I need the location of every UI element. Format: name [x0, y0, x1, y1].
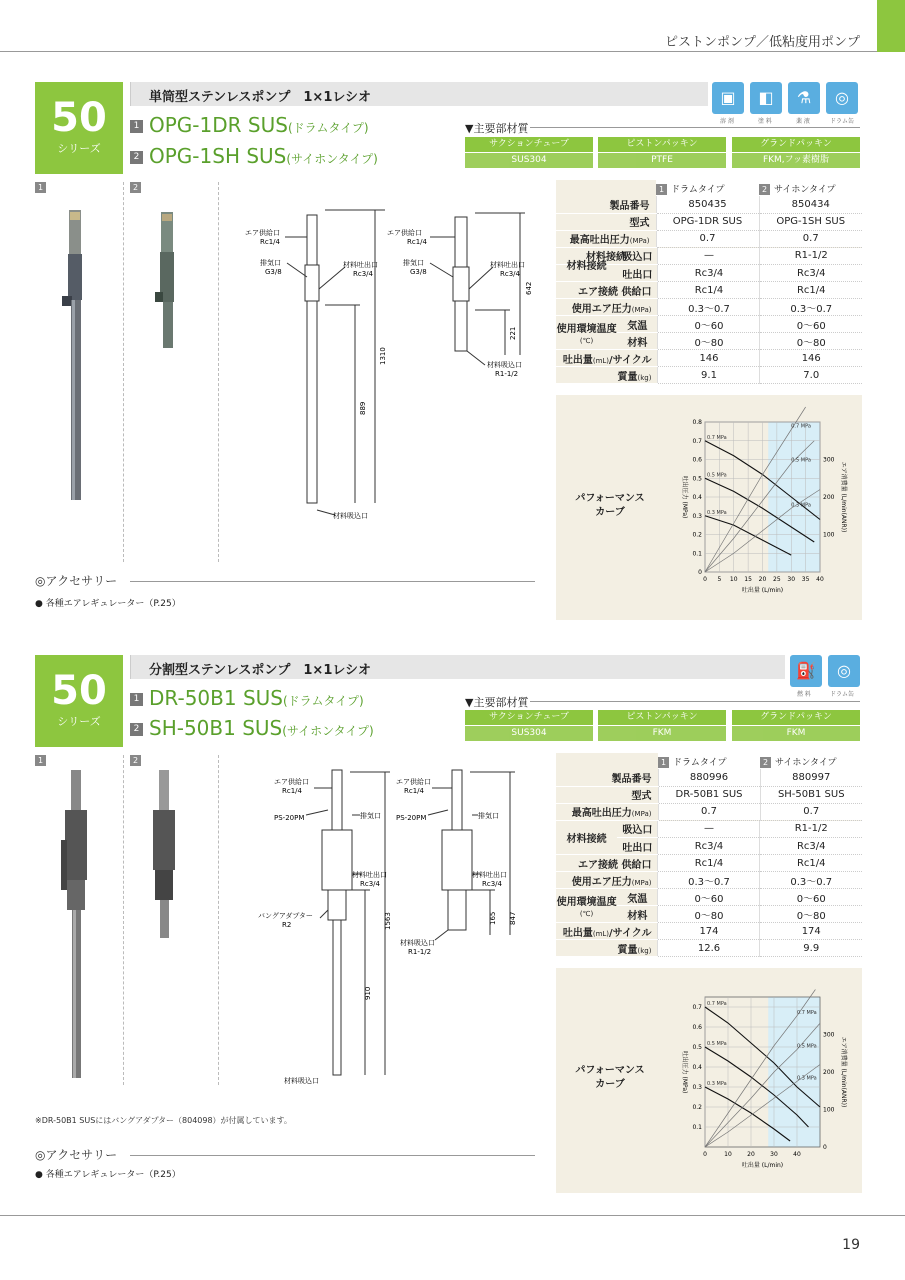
- model-1-drum: 1 OPG-1DR SUS(ドラムタイプ): [130, 113, 369, 137]
- diagram-label: 材料吸込口: [400, 939, 435, 947]
- paint-icon: ◧: [750, 82, 782, 114]
- spec-key: 使用環境温度: [556, 323, 617, 335]
- chart-series-label: 0.3 MPa: [707, 509, 727, 516]
- chart-y-tick: 0.4: [692, 494, 702, 501]
- pump-photo-siphon-2: [145, 770, 185, 940]
- diagram-label: 排気口: [360, 812, 381, 820]
- spec-unit: (MPa): [631, 305, 652, 314]
- spec-value: Rc3/4: [760, 265, 862, 282]
- spec-key: 最高吐出圧力: [569, 235, 630, 246]
- model-2-drum: 1 DR-50B1 SUS(ドラムタイプ): [130, 686, 364, 710]
- spec-key: 型式: [556, 213, 656, 230]
- dimension-diagram-1: [235, 205, 555, 525]
- chart-x-tick: 15: [744, 576, 752, 583]
- spec-key: /サイクル: [609, 927, 652, 939]
- spec-unit: (MPa): [629, 237, 650, 245]
- chart-y-tick: 0.3: [692, 1084, 702, 1091]
- spec-value: 9.1: [658, 367, 760, 384]
- spec-value: 0.7: [656, 230, 759, 247]
- diagram-label: G3/8: [265, 268, 282, 276]
- materials-divider: [530, 701, 860, 702]
- icon-label: ドラム缶: [830, 691, 854, 698]
- accessory-divider: [130, 581, 535, 582]
- spec-value: 0～60: [658, 316, 760, 333]
- diagram-label: R2: [282, 921, 292, 929]
- chart-x-tick: 5: [717, 576, 722, 583]
- series-badge-2: 50 シリーズ: [35, 655, 123, 747]
- spec-table-1: 1 ドラムタイプ 2 サイホンタイプ 製品番号 850435 850434 型式 OPG-1DR SUS OPG-1SH SUS 最高吐出圧力(MPa) 0.7 0.7 材料接続 材料接続 吸込口 — R1-1/2 吐出口 Rc3/4 Rc3/4 エア接続 供給口 Rc1/4 Rc1/4 使用エア圧力(MPa) 0.3～0.7 0.3～0.7 使用環境温度(℃) 気温 0～60 0～60 材料 0～80 0～80 吐出量(mL)/サイクル 146 146 質量(kg) 9.1 7.0: [556, 180, 862, 384]
- chart-x-tick: 10: [724, 1151, 732, 1158]
- spec-value: 0～60: [658, 889, 760, 906]
- chart-x-tick: 25: [773, 576, 781, 583]
- fuel-icon: ⛽: [790, 655, 822, 687]
- diagram-label: エア供給口: [387, 229, 422, 237]
- chart-y-tick: 0: [698, 569, 702, 576]
- spec-key: 吸込口: [617, 821, 658, 838]
- chart-y-tick: 0.6: [692, 456, 702, 464]
- material-gland-packing: グランドパッキン FKM: [732, 710, 860, 741]
- chart-x-tick: 0: [703, 1151, 707, 1158]
- spec-value: 0～80: [658, 906, 760, 923]
- chart-x-tick: 20: [758, 576, 767, 583]
- chart-x-tick: 40: [793, 1151, 801, 1158]
- diagram-label: 材料吐出口: [472, 871, 507, 879]
- spec-value: Rc1/4: [658, 282, 760, 299]
- spec-value: 880996: [658, 769, 760, 786]
- diagram-label: 排気口: [403, 259, 424, 267]
- spec-value: 0～60: [760, 889, 862, 906]
- column-divider: [218, 755, 219, 1085]
- column-divider: [123, 182, 124, 562]
- spec-key: 材料接続: [556, 821, 617, 855]
- solvent-icon: ▣: [712, 82, 744, 114]
- chart-y2-tick: 300: [823, 1031, 835, 1039]
- spec-unit: (kg): [637, 946, 652, 955]
- spec-value: R1-1/2: [760, 821, 862, 838]
- material-suction-tube: サクションチューブ SUS304: [465, 137, 593, 168]
- diagram-label: R1-1/2: [408, 948, 432, 956]
- chart-series-label: 0.3 MPa: [707, 1081, 727, 1087]
- col-header: サイホンタイプ: [774, 184, 836, 195]
- spec-value: DR-50B1 SUS: [658, 786, 760, 803]
- spec-unit: (MPa): [631, 878, 652, 887]
- diagram-label: 材料吸込口: [284, 1077, 319, 1085]
- spec-value: Rc1/4: [760, 855, 862, 872]
- chart-y2-tick: 100: [823, 531, 835, 539]
- chart-series-label: 0.3 MPa: [791, 502, 811, 509]
- col-header: サイホンタイプ: [775, 757, 837, 768]
- spec-key: 吸込口: [617, 248, 658, 265]
- chart-x-tick: 20: [747, 1151, 755, 1158]
- chart-y-tick: 0.5: [692, 1044, 702, 1051]
- spec-value: 0～80: [760, 906, 862, 923]
- diagram-label: 材料吐出口: [490, 261, 525, 269]
- performance-chart-2: [660, 985, 860, 1185]
- chart-series-label: 0.5 MPa: [707, 472, 727, 479]
- spec-key: 気温: [617, 889, 658, 906]
- spec-value: 0～80: [658, 333, 760, 350]
- chart-series-label: 0.5 MPa: [791, 457, 811, 464]
- spec-key: 使用エア圧力: [571, 303, 632, 315]
- chart-series-label: 0.7 MPa: [707, 1001, 727, 1007]
- spec-value: 880997: [760, 769, 862, 786]
- spec-value: —: [658, 821, 760, 838]
- chart-x-label: 吐出量 (L/min): [741, 587, 784, 594]
- chart-y-tick: 0.1: [692, 1124, 702, 1131]
- spec-key: エア接続 供給口: [556, 282, 658, 299]
- spec-value: 12.6: [658, 940, 760, 957]
- icon-label: 燃 料: [797, 691, 811, 698]
- materials-title: ▼主要部材質: [465, 696, 529, 709]
- col-header: ドラムタイプ: [671, 184, 725, 195]
- chart-y-tick: 0.8: [692, 419, 702, 426]
- icon-label: 薬 液: [796, 118, 810, 125]
- spec-unit: (℃): [579, 909, 594, 918]
- spec-key: /サイクル: [609, 354, 652, 366]
- diagram-label: 材料吸込口: [333, 512, 368, 520]
- spec-value: 0～60: [760, 316, 862, 333]
- chart-y2-tick: 300: [823, 456, 835, 464]
- diagram-label: R1-1/2: [495, 370, 519, 378]
- diagram-label: エア供給口: [396, 778, 431, 786]
- spec-key: 吐出量: [562, 354, 593, 366]
- icon-label: 塗 料: [758, 118, 772, 125]
- diagram-label: Rc3/4: [353, 270, 373, 278]
- chart-series-label: 0.3 MPa: [797, 1075, 817, 1082]
- spec-value: OPG-1SH SUS: [759, 213, 862, 230]
- spec-value: 0.7: [760, 803, 862, 820]
- spec-value: 0～80: [760, 333, 862, 350]
- spec-value: 0.3～0.7: [760, 299, 862, 316]
- chart-y-tick: 0.2: [692, 531, 702, 539]
- spec-value: —: [658, 248, 760, 265]
- chemical-icon: ⚗: [788, 82, 820, 114]
- section-2-title: 分割型ステンレスポンプ 1×1レシオ: [130, 655, 785, 679]
- spec-value: SH-50B1 SUS: [760, 786, 862, 803]
- spec-unit: (℃): [579, 336, 594, 345]
- spec-unit: (kg): [637, 373, 652, 382]
- material-suction-tube: サクションチューブ SUS304: [465, 710, 593, 741]
- spec-value: 850434: [759, 196, 862, 213]
- spec-key: 吐出口: [617, 265, 658, 282]
- chart-x-tick: 30: [770, 1151, 778, 1158]
- accessory-item-1[interactable]: ● 各種エアレギュレーター（P.25）: [35, 599, 181, 609]
- diagram-label: 材料吐出口: [352, 871, 387, 879]
- diagram-label: エア供給口: [245, 229, 280, 237]
- accessory-title-2: ◎アクセサリー: [35, 1148, 118, 1162]
- diagram-label: PS-20PM: [396, 814, 427, 822]
- diagram-label: Rc1/4: [282, 787, 302, 795]
- diagram-label: 材料吸込口: [487, 361, 522, 369]
- spec-unit: (MPa): [631, 810, 652, 818]
- spec-value: 174: [760, 923, 862, 940]
- usage-icons-1: [712, 82, 858, 114]
- usage-icons-2: [790, 655, 860, 687]
- chart-y-tick: 0.7: [692, 437, 702, 445]
- diagram-label: Rc3/4: [482, 880, 502, 888]
- column-divider: [123, 755, 124, 1085]
- chart-y2-label: エア消費量 (L/min(ANR)): [840, 1036, 847, 1108]
- spec-key: 型式: [556, 786, 658, 803]
- chart-y2-tick: 0: [823, 1144, 827, 1151]
- diagram-label: 排気口: [478, 812, 499, 820]
- spec-key: 材料接続: [586, 252, 626, 263]
- chart-y-tick: 0.4: [692, 1064, 702, 1071]
- spec-key: 材料: [617, 906, 658, 923]
- performance-label-2: パフォーマンス カーブ: [575, 1065, 645, 1090]
- spec-key: 製品番号: [556, 196, 656, 213]
- spec-key: エア接続 供給口: [556, 855, 658, 872]
- spec-value: 0.3～0.7: [658, 299, 760, 316]
- icon-label: ドラム缶: [830, 118, 854, 125]
- spec-key: 気温: [617, 316, 658, 333]
- icon-label: 溶 剤: [720, 118, 734, 125]
- dimension-diagram-2: [258, 770, 555, 1090]
- spec-value: Rc1/4: [760, 282, 862, 299]
- page-category-title: ピストンポンプ／低粘度用ポンプ: [664, 35, 860, 50]
- spec-unit: (mL): [592, 356, 610, 365]
- chart-y-tick: 0.1: [692, 550, 702, 558]
- performance-label-1: パフォーマンス カーブ: [575, 493, 645, 518]
- header-accent-bar: [877, 0, 905, 52]
- chart-series-label: 0.7 MPa: [791, 423, 811, 430]
- diagram-label: バングアダプター: [258, 912, 313, 920]
- section-1-title: 単筒型ステンレスポンプ 1×1レシオ: [130, 82, 708, 106]
- spec-value: Rc3/4: [658, 838, 760, 855]
- chart-series-label: 0.5 MPa: [707, 1041, 727, 1047]
- dimension-value: 1563: [384, 912, 392, 930]
- dimension-value: 221: [509, 326, 517, 340]
- chart-y-tick: 0.7: [692, 1004, 702, 1011]
- photo-index: 2: [130, 755, 141, 766]
- diagram-label: Rc1/4: [407, 238, 427, 246]
- spec-unit: (mL): [592, 929, 610, 938]
- spec-value: Rc3/4: [658, 265, 760, 282]
- footnote: ※DR-50B1 SUSにはバングアダプター（804098）が付属しています。: [35, 1116, 292, 1125]
- spec-key: 最高吐出圧力: [571, 808, 632, 819]
- chart-x-label: 吐出量 (L/min): [741, 1162, 784, 1169]
- diagram-label: PS-20PM: [274, 814, 305, 822]
- spec-value: Rc1/4: [658, 855, 760, 872]
- spec-key: 使用環境温度: [556, 896, 617, 908]
- chart-y2-tick: 200: [823, 1069, 835, 1076]
- spec-value: 146: [658, 350, 760, 367]
- chart-y-tick: 0.2: [692, 1104, 702, 1111]
- drum-icon: ◎: [826, 82, 858, 114]
- accessory-divider: [130, 1155, 535, 1156]
- spec-value: 9.9: [760, 940, 862, 957]
- spec-key: 吐出口: [617, 838, 658, 855]
- dimension-value: 847: [509, 911, 517, 925]
- accessory-title-1: ◎アクセサリー: [35, 574, 118, 588]
- spec-key: 質量: [617, 944, 638, 956]
- spec-value: R1-1/2: [760, 248, 862, 265]
- diagram-label: Rc3/4: [360, 880, 380, 888]
- spec-key: 材料: [617, 333, 658, 350]
- materials-divider: [530, 127, 860, 128]
- spec-value: Rc3/4: [760, 838, 862, 855]
- diagram-label: G3/8: [410, 268, 427, 276]
- col-header: ドラムタイプ: [673, 757, 727, 768]
- diagram-label: 材料吐出口: [343, 261, 378, 269]
- drum-icon: ◎: [828, 655, 860, 687]
- diagram-label: エア供給口: [274, 778, 309, 786]
- chart-series-label: 0.5 MPa: [797, 1043, 817, 1050]
- accessory-item-2[interactable]: ● 各種エアレギュレーター（P.25）: [35, 1170, 181, 1180]
- spec-value: 0.3～0.7: [760, 872, 862, 889]
- spec-value: 0.7: [658, 803, 760, 820]
- spec-key: 製品番号: [556, 769, 658, 786]
- spec-value: 174: [658, 923, 760, 940]
- spec-value: 850435: [656, 196, 759, 213]
- chart-x-tick: 30: [787, 576, 796, 583]
- dimension-value: 165: [489, 911, 497, 925]
- photo-index: 1: [35, 182, 46, 193]
- spec-key: 材料接続: [556, 248, 617, 282]
- photo-index: 1: [35, 755, 46, 766]
- chart-x-tick: 40: [816, 576, 824, 583]
- material-piston-packing: ピストンパッキン PTFE: [598, 137, 726, 168]
- chart-y2-tick: 100: [823, 1106, 835, 1114]
- page-number: 19: [842, 1237, 860, 1253]
- spec-value: OPG-1DR SUS: [656, 213, 759, 230]
- spec-table-2: 1 ドラムタイプ 2 サイホンタイプ 製品番号 880996 880997 型式 DR-50B1 SUS SH-50B1 SUS 最高吐出圧力(MPa) 0.7 0.7 材料接続 吸込口 — R1-1/2 吐出口 Rc3/4 Rc3/4 エア接続 供給口 Rc1/4 Rc1/4 使用エア圧力(MPa) 0.3～0.7 0.3～0.7 使用環境温度(℃) 気温 0～60 0～60 材料 0～80 0～80 吐出量(mL)/サイクル 174 174 質量(kg) 12.6 9.9: [556, 753, 862, 957]
- series-badge-1: 50 シリーズ: [35, 82, 123, 174]
- diagram-label: Rc3/4: [500, 270, 520, 278]
- chart-series-label: 0.7 MPa: [707, 434, 727, 441]
- pump-photo-drum-1: [55, 210, 105, 500]
- chart-y-label: 吐出圧力 (MPa): [681, 1050, 688, 1094]
- chart-x-tick: 0: [703, 576, 707, 583]
- chart-series-label: 0.7 MPa: [797, 1009, 817, 1016]
- dimension-value: 889: [359, 401, 367, 415]
- chart-y-label: 吐出圧力 (MPa): [681, 475, 688, 519]
- material-piston-packing: ピストンパッキン FKM: [598, 710, 726, 741]
- diagram-label: Rc1/4: [404, 787, 424, 795]
- photo-index: 2: [130, 182, 141, 193]
- spec-value: 146: [760, 350, 862, 367]
- chart-y-tick: 0.5: [692, 475, 702, 483]
- spec-value: 0.7: [759, 230, 862, 247]
- model-1-siphon: 2 OPG-1SH SUS(サイホンタイプ): [130, 144, 378, 168]
- dimension-value: 642: [525, 281, 533, 295]
- diagram-label: Rc1/4: [260, 238, 280, 246]
- dimension-value: 1310: [379, 347, 387, 365]
- materials-title: ▼主要部材質: [465, 122, 529, 135]
- spec-key: 吐出量: [562, 927, 593, 939]
- material-gland-packing: グランドパッキン FKM,フッ素樹脂: [732, 137, 860, 168]
- pump-photo-siphon-1: [155, 212, 185, 352]
- spec-key: 使用エア圧力: [571, 876, 632, 888]
- spec-value: 7.0: [760, 367, 862, 384]
- spec-value: 0.3～0.7: [658, 872, 760, 889]
- model-2-siphon: 2 SH-50B1 SUS(サイホンタイプ): [130, 716, 374, 740]
- footer-divider: [0, 1215, 905, 1216]
- chart-y-tick: 0.3: [692, 512, 702, 520]
- chart-x-tick: 35: [801, 576, 810, 583]
- column-divider: [218, 182, 219, 562]
- chart-y2-label: エア消費量 (L/min(ANR)): [840, 461, 847, 533]
- spec-key: 質量: [617, 371, 638, 383]
- chart-x-tick: 10: [729, 576, 738, 583]
- performance-chart-1: [660, 410, 860, 610]
- diagram-label: 排気口: [260, 259, 281, 267]
- pump-photo-drum-2: [55, 770, 105, 1080]
- dimension-value: 910: [364, 986, 372, 1000]
- chart-y-tick: 0.6: [692, 1024, 702, 1031]
- header-divider: [0, 51, 877, 52]
- chart-y2-tick: 200: [823, 494, 835, 501]
